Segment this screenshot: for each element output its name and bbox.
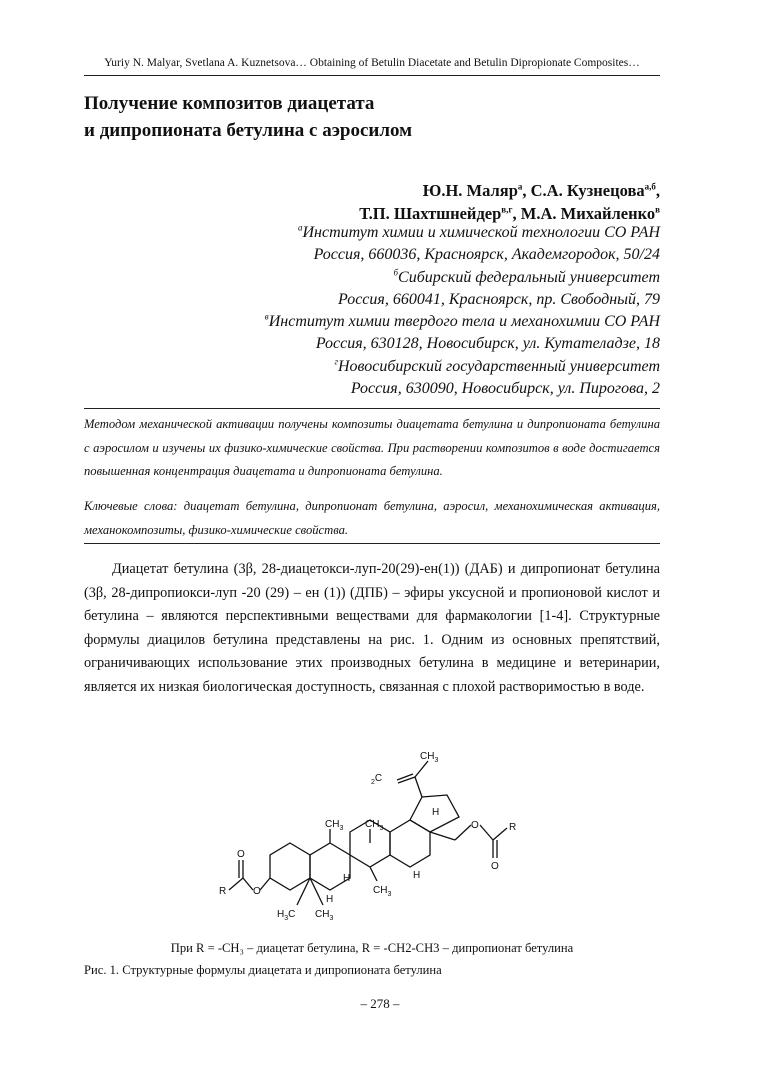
label-r-left: R bbox=[219, 886, 227, 897]
author-sup: в,г bbox=[501, 204, 513, 215]
affiliation-sup: б bbox=[393, 267, 399, 278]
figure-caption: Рис. 1. Структурные формулы диацетата и дипропионата бетулина bbox=[84, 963, 442, 977]
label-ch3-c10: $CH_3$ bbox=[325, 819, 344, 832]
figure-subcaption: При R = -CH₃ – диацетат бетулина, R = -CH2-CH3 – дипропионат бетулина bbox=[170, 941, 574, 955]
article-title bbox=[84, 90, 412, 144]
keywords: Ключевые слова: диацетат бетулина, дипропионат бетулина, аэросил, механохимическая активация, механокомпозиты, физико-химические свойства. bbox=[84, 499, 660, 537]
affiliation-address: Россия, 630090, Новосибирск, ул. Пирогова, 2 bbox=[350, 380, 660, 398]
affiliation-address: Россия, 630128, Новосибирск, ул. Кутателадзе, 18 bbox=[315, 335, 660, 353]
author-sup: в bbox=[655, 204, 660, 215]
page-number: – 278 – bbox=[360, 996, 400, 1011]
label-r-right: R bbox=[509, 822, 517, 833]
structure-labels bbox=[219, 751, 516, 922]
affiliation-org bbox=[265, 356, 660, 378]
label-ch3-c8: $CH_3$ bbox=[365, 819, 384, 832]
ring-d bbox=[390, 820, 430, 867]
label-o-carbonyl-right: O bbox=[491, 861, 499, 872]
affiliation-org bbox=[265, 311, 660, 333]
label-o-carbonyl-left: O bbox=[237, 849, 245, 860]
label-h-b: H bbox=[343, 873, 351, 884]
author-sup: а bbox=[517, 181, 523, 192]
label-o-ester-right: O bbox=[471, 820, 479, 831]
affiliation-sup: в bbox=[264, 311, 269, 322]
affiliation-org-text: Сибирский федеральный университет bbox=[398, 268, 660, 286]
label-ch3-c4: $CH_3$ bbox=[315, 909, 334, 922]
author-name: М.А. Михайленко bbox=[520, 204, 656, 223]
title-line-2: и дипропионата бетулина с аэросилом bbox=[84, 120, 413, 141]
structure-bonds bbox=[229, 761, 507, 905]
structural-formula-figure bbox=[215, 745, 545, 940]
affiliation-org-text: Институт химии и химической технологии СО РАН bbox=[302, 224, 660, 241]
header-rule bbox=[84, 75, 660, 76]
affiliations bbox=[265, 222, 660, 400]
affiliation-address: Россия, 660036, Красноярск, Академгородок, 50/24 bbox=[313, 246, 660, 264]
body-paragraph: Диацетат бетулина (3β, 28-диацетокси-луп-20(29)-ен(1)) (ДАБ) и дипропионат бетулина (3β, 28-дипропиокси-луп -20 (29) – ен (1)) (ДПБ) – эфиры уксусной и пропионовой кислот и бетулина – являются перспективными веществами для фармакологии [1-4]. Структурные формулы диацилов бетулина представлены на рис. 1. Одним из основных препятствий, ограничивающих использование этих производных бетулина в медицине и ветеринарии, является их низкая биологическая доступность, связанная с плохой растворимостью в воде. bbox=[84, 561, 660, 695]
author-name: С.А. Кузнецова bbox=[530, 181, 645, 200]
affiliation-sup: г bbox=[334, 356, 338, 367]
author-name: Ю.Н. Маляр bbox=[422, 181, 518, 200]
betulin-structure-svg bbox=[215, 745, 545, 935]
label-ch3-top: $CH_3$ bbox=[420, 751, 439, 764]
label-h-a: H bbox=[326, 894, 334, 905]
affiliation-org bbox=[265, 267, 660, 289]
abstract-rule-bottom bbox=[84, 543, 660, 544]
author-sup: а,б bbox=[644, 181, 656, 192]
label-h-e: H bbox=[432, 807, 440, 818]
affiliation-address: Россия, 660041, Красноярск, пр. Свободный, 79 bbox=[338, 290, 660, 308]
affiliation-org bbox=[265, 222, 660, 244]
running-head: Yuriy N. Malyar, Svetlana A. Kuznetsova… Obtaining of Betulin Diacetate and Betulin Dipropionate Composites… bbox=[104, 57, 640, 69]
affiliation-sup: а bbox=[297, 222, 303, 233]
author-sep: , bbox=[655, 181, 660, 200]
label-h2c: $_2$C bbox=[371, 773, 383, 786]
label-o-ester-left: O bbox=[253, 886, 261, 897]
affiliation-org-text: Новосибирский государственный университет bbox=[337, 357, 660, 375]
label-h3c: $H_3C$ bbox=[277, 909, 296, 922]
label-ch3-c14: $CH_3$ bbox=[373, 885, 392, 898]
author-list bbox=[359, 179, 660, 225]
ring-a bbox=[270, 843, 310, 890]
label-h-d: H bbox=[413, 870, 421, 881]
author-sep: , bbox=[522, 181, 531, 200]
abstract: Методом механической активации получены композиты диацетата бетулина и дипропионата бетулина с аэросилом и изучены их физико-химические свойства. При растворении композитов в воде достигается повышенная концентрация диацетата и дипропионата бетулина. bbox=[84, 417, 660, 479]
affiliation-org-text: Институт химии твердого тела и механохимии СО РАН bbox=[268, 313, 660, 331]
author-name: Т.П. Шахтшнейдер bbox=[359, 204, 502, 223]
title-line-1: Получение композитов диацетата bbox=[84, 93, 375, 114]
abstract-rule-top bbox=[84, 408, 660, 409]
author-line-1 bbox=[359, 179, 660, 202]
author-sep: , bbox=[512, 204, 521, 223]
